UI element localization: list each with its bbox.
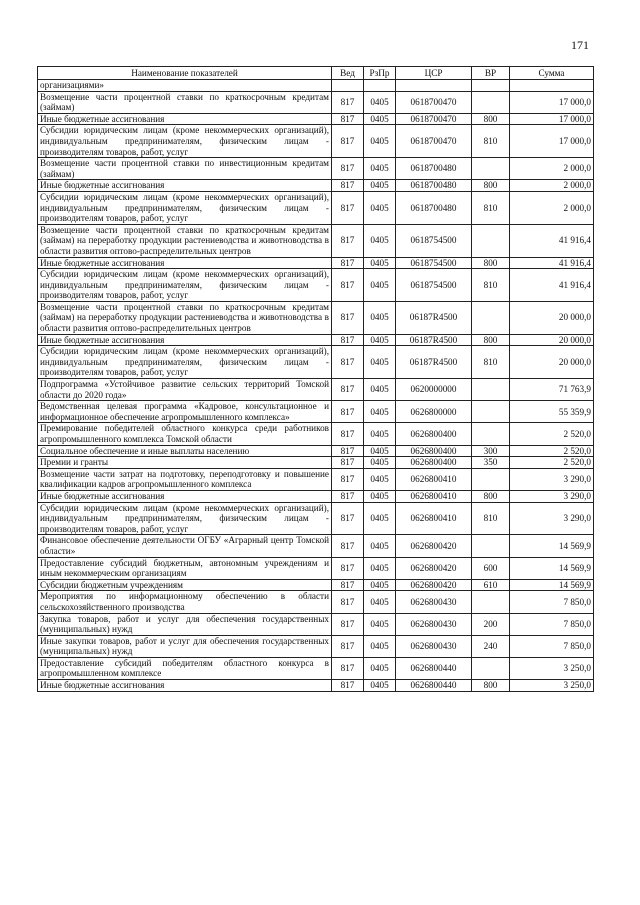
cell-sum: 14 569,9: [510, 579, 594, 591]
cell-csr: 0626800410: [396, 490, 472, 502]
cell-vr: [472, 535, 510, 557]
cell-name: Иные бюджетные ассигнования: [38, 680, 332, 692]
cell-rzpr: 0405: [364, 535, 396, 557]
cell-rzpr: 0405: [364, 180, 396, 192]
cell-ved: 817: [332, 334, 364, 346]
cell-csr: 0626800000: [396, 401, 472, 423]
cell-name: организациями»: [38, 80, 332, 92]
cell-vr: 810: [472, 502, 510, 535]
cell-vr: 240: [472, 635, 510, 657]
cell-vr: [472, 379, 510, 401]
cell-csr: 0618700480: [396, 180, 472, 192]
cell-rzpr: 0405: [364, 468, 396, 490]
cell-sum: 2 000,0: [510, 180, 594, 192]
table-row: [38, 180, 594, 192]
table-row: [38, 591, 594, 613]
cell-rzpr: 0405: [364, 125, 396, 158]
cell-ved: 817: [332, 657, 364, 679]
cell-sum: 2 520,0: [510, 445, 594, 457]
table-row: [38, 91, 594, 113]
table-row: [38, 334, 594, 346]
cell-sum: 3 290,0: [510, 502, 594, 535]
table-row: [38, 301, 594, 334]
cell-csr: 0626800430: [396, 591, 472, 613]
cell-ved: 817: [332, 113, 364, 125]
cell-csr: 0618754500: [396, 269, 472, 302]
cell-name: Иные бюджетные ассигнования: [38, 180, 332, 192]
cell-csr: 06187R4500: [396, 301, 472, 334]
cell-csr: 0618754500: [396, 224, 472, 257]
cell-rzpr: 0405: [364, 457, 396, 469]
cell-rzpr: 0405: [364, 191, 396, 224]
cell-csr: 0626800400: [396, 457, 472, 469]
cell-name: Субсидии юридическим лицам (кроме некоммерческих организаций), индивидуальным предпринимателям, физическим лицам - производителям товаров, работ, услуг: [38, 502, 332, 535]
cell-ved: 817: [332, 502, 364, 535]
cell-csr: 06187R4500: [396, 334, 472, 346]
table-row: [38, 468, 594, 490]
cell-vr: 610: [472, 579, 510, 591]
table-body: [38, 80, 594, 692]
cell-ved: 817: [332, 579, 364, 591]
cell-rzpr: 0405: [364, 158, 396, 180]
cell-rzpr: 0405: [364, 490, 396, 502]
cell-vr: [472, 301, 510, 334]
cell-vr: 600: [472, 557, 510, 579]
cell-csr: 0626800430: [396, 635, 472, 657]
table-row: [38, 257, 594, 269]
cell-name: Возмещение части процентной ставки по инвестиционным кредитам (займам): [38, 158, 332, 180]
cell-rzpr: 0405: [364, 379, 396, 401]
cell-ved: 817: [332, 158, 364, 180]
cell-vr: [472, 401, 510, 423]
cell-ved: 817: [332, 224, 364, 257]
cell-name: Субсидии юридическим лицам (кроме некоммерческих организаций), индивидуальным предпринимателям, физическим лицам - производителям товаров, работ, услуг: [38, 191, 332, 224]
cell-sum: 17 000,0: [510, 91, 594, 113]
header-sum: Сумма: [510, 67, 594, 80]
table-row: [38, 680, 594, 692]
cell-vr: [472, 468, 510, 490]
cell-csr: 0626800410: [396, 502, 472, 535]
cell-sum: 41 916,4: [510, 224, 594, 257]
cell-vr: [472, 158, 510, 180]
cell-vr: 810: [472, 269, 510, 302]
table-row: [38, 346, 594, 379]
cell-sum: 3 250,0: [510, 680, 594, 692]
cell-csr: 0618700470: [396, 113, 472, 125]
cell-csr: 0626800410: [396, 468, 472, 490]
cell-csr: 0618700470: [396, 91, 472, 113]
cell-vr: 350: [472, 457, 510, 469]
cell-ved: 817: [332, 468, 364, 490]
cell-rzpr: 0405: [364, 91, 396, 113]
cell-csr: 0626800440: [396, 680, 472, 692]
cell-name: Премирование победителей областного конкурса среди работников агропромышленного комплекса Томской области: [38, 423, 332, 445]
cell-name: Субсидии юридическим лицам (кроме некоммерческих организаций), индивидуальным предпринимателям, физическим лицам - производителям товаров, работ, услуг: [38, 346, 332, 379]
table-row: [38, 379, 594, 401]
cell-ved: 817: [332, 490, 364, 502]
cell-sum: 7 850,0: [510, 635, 594, 657]
cell-vr: 810: [472, 191, 510, 224]
table-row: [38, 657, 594, 679]
cell-vr: [472, 224, 510, 257]
cell-ved: 817: [332, 457, 364, 469]
cell-rzpr: 0405: [364, 591, 396, 613]
cell-vr: 800: [472, 490, 510, 502]
cell-csr: 0626800400: [396, 423, 472, 445]
cell-name: Премии и гранты: [38, 457, 332, 469]
cell-csr: 0626800440: [396, 657, 472, 679]
table-row: [38, 635, 594, 657]
cell-name: Субсидии юридическим лицам (кроме некоммерческих организаций), индивидуальным предпринимателям, физическим лицам - производителям товаров, работ, услуг: [38, 125, 332, 158]
cell-sum: 17 000,0: [510, 113, 594, 125]
cell-sum: 7 850,0: [510, 591, 594, 613]
cell-name: Иные бюджетные ассигнования: [38, 257, 332, 269]
cell-ved: 817: [332, 613, 364, 635]
cell-rzpr: 0405: [364, 224, 396, 257]
cell-vr: 800: [472, 334, 510, 346]
cell-sum: 2 520,0: [510, 457, 594, 469]
cell-sum: 2 520,0: [510, 423, 594, 445]
table-row: [38, 557, 594, 579]
cell-csr: 0618754500: [396, 257, 472, 269]
cell-name: Предоставление субсидий бюджетным, автономным учреждениям и иным некоммерческим организациям: [38, 557, 332, 579]
cell-name: Возмещение части процентной ставки по краткосрочным кредитам (займам) на переработку продукции растениеводства и животноводства в области развития оптово-распределительных центров: [38, 224, 332, 257]
table-row: [38, 535, 594, 557]
cell-name: Финансовое обеспечение деятельности ОГБУ «Аграрный центр Томской области»: [38, 535, 332, 557]
cell-sum: 20 000,0: [510, 301, 594, 334]
cell-rzpr: 0405: [364, 346, 396, 379]
cell-sum: [510, 80, 594, 92]
cell-name: Возмещение части процентной ставки по краткосрочным кредитам (займам): [38, 91, 332, 113]
cell-vr: 800: [472, 680, 510, 692]
table-row: [38, 423, 594, 445]
cell-vr: 800: [472, 257, 510, 269]
cell-rzpr: 0405: [364, 301, 396, 334]
cell-csr: 0626800400: [396, 445, 472, 457]
table-row: [38, 125, 594, 158]
cell-ved: 817: [332, 591, 364, 613]
cell-ved: 817: [332, 401, 364, 423]
cell-name: Ведомственная целевая программа «Кадровое, консультационное и информационное обеспечение агропромышленного комплекса»: [38, 401, 332, 423]
cell-name: Мероприятия по информационному обеспечению в области сельскохозяйственного производства: [38, 591, 332, 613]
cell-csr: 0626800420: [396, 579, 472, 591]
cell-ved: 817: [332, 535, 364, 557]
cell-sum: 3 250,0: [510, 657, 594, 679]
cell-csr: 0626800420: [396, 557, 472, 579]
table-row: [38, 579, 594, 591]
cell-rzpr: 0405: [364, 613, 396, 635]
cell-name: Иные бюджетные ассигнования: [38, 490, 332, 502]
table-row: [38, 445, 594, 457]
cell-name: Иные закупки товаров, работ и услуг для обеспечения государственных (муниципальных) нужд: [38, 635, 332, 657]
cell-vr: 810: [472, 125, 510, 158]
cell-name: Субсидии бюджетным учреждениям: [38, 579, 332, 591]
table-row: [38, 191, 594, 224]
table-row: [38, 158, 594, 180]
cell-csr: 0618700470: [396, 125, 472, 158]
cell-name: Иные бюджетные ассигнования: [38, 113, 332, 125]
cell-ved: 817: [332, 379, 364, 401]
cell-vr: 800: [472, 180, 510, 192]
cell-name: Возмещение части затрат на подготовку, переподготовку и повышение квалификации кадров агропромышленного комплекса: [38, 468, 332, 490]
cell-rzpr: 0405: [364, 657, 396, 679]
cell-name: Субсидии юридическим лицам (кроме некоммерческих организаций), индивидуальным предпринимателям, физическим лицам - производителям товаров, работ, услуг: [38, 269, 332, 302]
cell-name: Подпрограмма «Устойчивое развитие сельских территорий Томской области до 2020 года»: [38, 379, 332, 401]
cell-rzpr: 0405: [364, 257, 396, 269]
cell-name: Социальное обеспечение и иные выплаты населению: [38, 445, 332, 457]
cell-sum: 20 000,0: [510, 334, 594, 346]
cell-sum: 14 569,9: [510, 557, 594, 579]
cell-vr: [472, 423, 510, 445]
cell-sum: 7 850,0: [510, 613, 594, 635]
cell-sum: 20 000,0: [510, 346, 594, 379]
table-row: [38, 490, 594, 502]
cell-ved: [332, 80, 364, 92]
cell-csr: 0620000000: [396, 379, 472, 401]
cell-sum: 71 763,9: [510, 379, 594, 401]
cell-sum: 41 916,4: [510, 269, 594, 302]
header-vr: ВР: [472, 67, 510, 80]
page-number: 171: [571, 38, 589, 52]
cell-rzpr: 0405: [364, 445, 396, 457]
cell-sum: 14 569,9: [510, 535, 594, 557]
cell-vr: 800: [472, 113, 510, 125]
cell-name: Предоставление субсидий победителям областного конкурса в агропромышленном комплексе: [38, 657, 332, 679]
cell-sum: 41 916,4: [510, 257, 594, 269]
cell-ved: 817: [332, 180, 364, 192]
cell-rzpr: 0405: [364, 502, 396, 535]
cell-ved: 817: [332, 423, 364, 445]
cell-ved: 817: [332, 680, 364, 692]
table-row: [38, 224, 594, 257]
header-name: Наименование показателей: [38, 67, 332, 80]
cell-vr: [472, 91, 510, 113]
table-row: [38, 113, 594, 125]
cell-vr: 300: [472, 445, 510, 457]
cell-rzpr: 0405: [364, 579, 396, 591]
header-rzpr: РзПр: [364, 67, 396, 80]
table-row: [38, 457, 594, 469]
cell-csr: 0618700480: [396, 158, 472, 180]
cell-rzpr: 0405: [364, 113, 396, 125]
table-row: [38, 269, 594, 302]
cell-sum: 2 000,0: [510, 191, 594, 224]
cell-rzpr: 0405: [364, 635, 396, 657]
table-row: [38, 80, 594, 92]
table-row: [38, 401, 594, 423]
cell-vr: [472, 591, 510, 613]
cell-name: Закупка товаров, работ и услуг для обеспечения государственных (муниципальных) нужд: [38, 613, 332, 635]
cell-sum: 2 000,0: [510, 158, 594, 180]
cell-ved: 817: [332, 557, 364, 579]
cell-rzpr: 0405: [364, 269, 396, 302]
table-row: [38, 502, 594, 535]
cell-ved: 817: [332, 445, 364, 457]
header-csr: ЦСР: [396, 67, 472, 80]
cell-csr: 0626800430: [396, 613, 472, 635]
cell-vr: [472, 657, 510, 679]
cell-rzpr: 0405: [364, 401, 396, 423]
cell-rzpr: 0405: [364, 680, 396, 692]
cell-vr: [472, 80, 510, 92]
cell-vr: 200: [472, 613, 510, 635]
cell-ved: 817: [332, 257, 364, 269]
cell-csr: [396, 80, 472, 92]
header-ved: Вед: [332, 67, 364, 80]
budget-table: [37, 66, 594, 692]
cell-ved: 817: [332, 635, 364, 657]
table-header-row: [38, 67, 594, 80]
cell-ved: 817: [332, 91, 364, 113]
cell-ved: 817: [332, 125, 364, 158]
cell-csr: 0618700480: [396, 191, 472, 224]
cell-name: Иные бюджетные ассигнования: [38, 334, 332, 346]
cell-rzpr: 0405: [364, 423, 396, 445]
cell-sum: 3 290,0: [510, 468, 594, 490]
cell-rzpr: [364, 80, 396, 92]
cell-ved: 817: [332, 191, 364, 224]
cell-sum: 3 290,0: [510, 490, 594, 502]
cell-sum: 55 359,9: [510, 401, 594, 423]
cell-csr: 06187R4500: [396, 346, 472, 379]
cell-name: Возмещение части процентной ставки по краткосрочным кредитам (займам) на переработку продукции растениеводства и животноводства в области развития оптово-распределительных центров: [38, 301, 332, 334]
cell-sum: 17 000,0: [510, 125, 594, 158]
cell-ved: 817: [332, 301, 364, 334]
cell-ved: 817: [332, 346, 364, 379]
cell-ved: 817: [332, 269, 364, 302]
table-row: [38, 613, 594, 635]
cell-rzpr: 0405: [364, 334, 396, 346]
cell-rzpr: 0405: [364, 557, 396, 579]
cell-vr: 810: [472, 346, 510, 379]
cell-csr: 0626800420: [396, 535, 472, 557]
